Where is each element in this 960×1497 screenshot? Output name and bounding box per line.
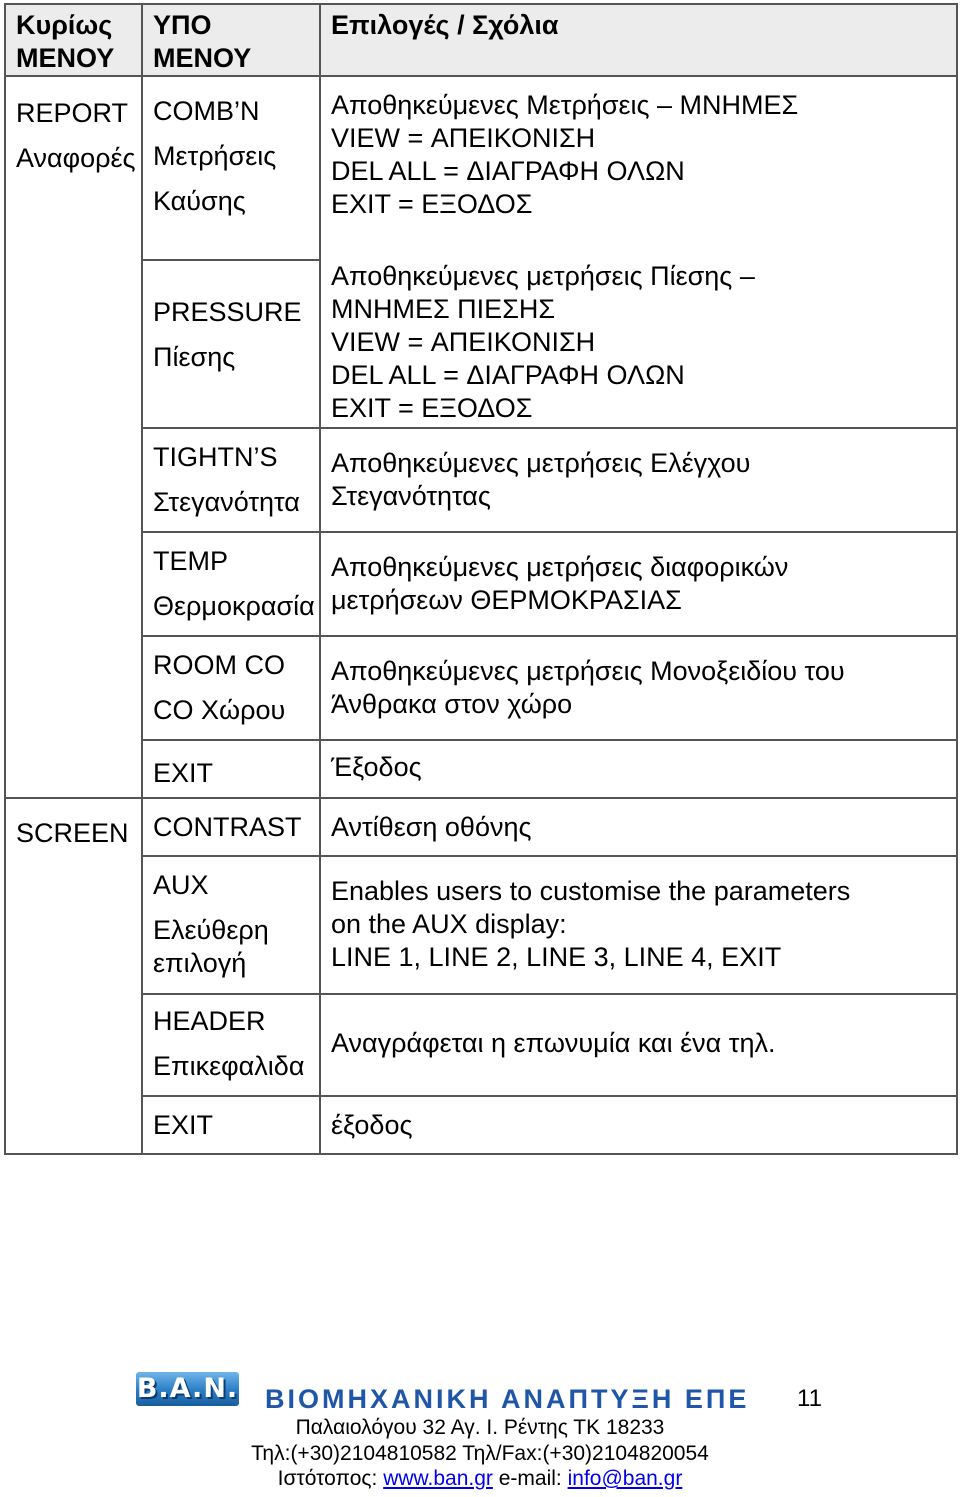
email-link[interactable]: info@ban.gr: [567, 1467, 683, 1490]
sub-menu-contrast: CONTRAST: [142, 798, 320, 856]
table-row: [5, 636, 957, 740]
sub-menu-header: HEADER Επικεφαλιδα: [142, 994, 320, 1096]
company-contacts: [0, 1466, 960, 1492]
company-name: ΒΙΟΜΗΧΑΝΙΚΗ ΑΝΑΠΤΥΞΗ ΕΠΕ: [265, 1384, 750, 1414]
header-options: Επιλογές / Σχόλια: [320, 4, 957, 76]
table-row: [5, 428, 957, 532]
main-menu-screen: SCREEN: [5, 798, 142, 1154]
header-row: [5, 4, 957, 76]
options-screen-exit: έξοδος: [320, 1096, 957, 1154]
table-row: [5, 740, 957, 798]
email-label: e-mail:: [492, 1467, 568, 1490]
sub-menu-screen-exit: EXIT: [142, 1096, 320, 1154]
sub-menu-room-co: ROOM CO CO Χώρου: [142, 636, 320, 740]
sub-menu-tightness: TIGHTN’S Στεγανότητα: [142, 428, 320, 532]
table-row: [5, 76, 957, 260]
table-row: [5, 532, 957, 636]
options-header: Αναγράφεται η επωνυμία και ένα τηλ.: [320, 994, 957, 1096]
options-pressure: Αποθηκεύμενες μετρήσεις Πίεσης – ΜΝΗΜΕΣ ΠΙΕΣΗΣ VIEW = ΑΠΕΙΚΟΝΙΣΗ DEL ALL = ΔΙΑΓΡΑΦΗ ΟΛΩΝ EXIT = ΕΞΟΔΟΣ: [320, 260, 957, 428]
sub-menu-aux: AUX Ελεύθερη επιλογή: [142, 856, 320, 994]
sub-menu-combn: COMB’N Μετρήσεις Καύσης: [142, 76, 320, 260]
table-row: [5, 260, 957, 428]
options-combn: Αποθηκεύμενες Μετρήσεις – ΜΝΗΜΕΣ VIEW = ΑΠΕΙΚΟΝΙΣΗ DEL ALL = ΔΙΑΓΡΑΦΗ ΟΛΩΝ EXIT = ΕΞΟΔΟΣ: [320, 76, 957, 260]
options-temp: Αποθηκεύμενες μετρήσεις διαφορικών μετρήσεων ΘΕΡΜΟΚΡΑΣΙΑΣ: [320, 532, 957, 636]
menu-table: [4, 3, 958, 1155]
table-row: [5, 856, 957, 994]
header-main-menu: Κυρίως ΜΕΝΟΥ: [5, 4, 142, 76]
table-row: [5, 994, 957, 1096]
company-logo: B.A.N.: [136, 1373, 239, 1404]
page-number: 11: [797, 1385, 822, 1412]
table-row: [5, 798, 957, 856]
options-contrast: Αντίθεση οθόνης: [320, 798, 957, 856]
website-label: Ιστότοπος:: [277, 1467, 384, 1490]
options-tightness: Αποθηκεύμενες μετρήσεις Ελέγχου Στεγανότητας: [320, 428, 957, 532]
sub-menu-report-exit: EXIT: [142, 740, 320, 798]
header-sub-menu: ΥΠΟ ΜΕΝΟΥ: [142, 4, 320, 76]
sub-menu-temp: TEMP Θερμοκρασία: [142, 532, 320, 636]
options-room-co: Αποθηκεύμενες μετρήσεις Μονοξειδίου του Άνθρακα στον χώρο: [320, 636, 957, 740]
options-aux: Enables users to customise the parameters on the AUX display: LINE 1, LINE 2, LINE 3, LINE 4, EXIT: [320, 856, 957, 994]
sub-menu-pressure: PRESSURE Πίεσης: [142, 260, 320, 428]
company-phones: Τηλ:(+30)2104810582 Τηλ/Fax:(+30)2104820054: [251, 1442, 709, 1465]
table-row: [5, 1096, 957, 1154]
website-link[interactable]: www.ban.gr: [383, 1467, 493, 1490]
company-address: Παλαιολόγου 32 Αγ. Ι. Ρέντης ΤΚ 18233: [295, 1416, 665, 1439]
options-report-exit: Έξοδος: [320, 740, 957, 798]
main-menu-report: REPORT Αναφορές: [5, 76, 142, 798]
